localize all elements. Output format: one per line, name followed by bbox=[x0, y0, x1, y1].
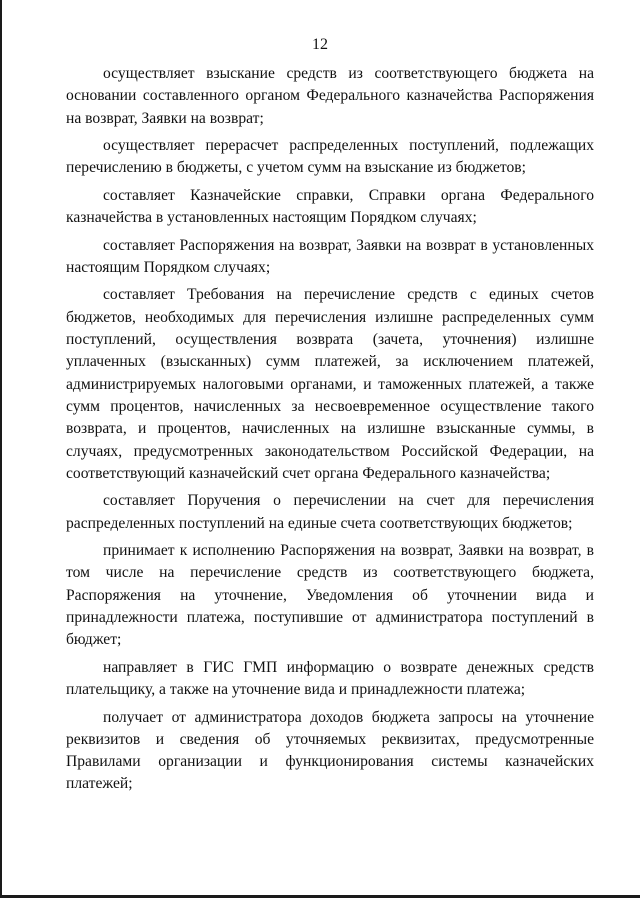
paragraph-2: осуществляет перерасчет распределенных поступлений, подлежащих перечислению в бюджеты, с учетом сумм на взыскание из бюджетов; bbox=[66, 137, 594, 177]
paragraph-9: получает от администратора доходов бюджета запросы на уточнение реквизитов и сведения об уточняемых реквизитах, предусмотренные Правилами организации и функционирования системы казначейских платежей; bbox=[66, 708, 594, 793]
paragraph-1: осуществляет взыскание средств из соответствующего бюджета на основании составленного органом Федерального казначейства Распоряжения на возврат, Заявки на возврат; bbox=[66, 65, 594, 127]
paragraph-8: направляет в ГИС ГМП информацию о возврате денежных средств плательщику, а также на уточнение вида и принадлежности платежа; bbox=[66, 658, 594, 699]
paragraph-5: составляет Требования на перечисление средств с единых счетов бюджетов, необходимых для перечисления излишне распределенных сумм поступлений, осуществления возврата (зачета, уточнения) излишне уплаченных (взысканных) сумм платежей, за исключением платежей, администрируемых налоговыми органами, и таможенных платежей, а также сумм процентов, начисленных за несвоевременное осуществление такого возврата, и процентов, начисленных на излишне взысканные суммы, в случаях, предусмотренных законодательством Российской Федерации, на соответствующий казначейский счет органа Федерального казначейства; bbox=[66, 286, 594, 482]
paragraph-6: составляет Поручения о перечислении на счет для перечисления распределенных поступлений на единые счета соответствующих бюджетов; bbox=[66, 492, 594, 532]
paragraph-4: составляет Распоряжения на возврат, Заявки на возврат в установленных настоящим Порядком случаях; bbox=[66, 236, 594, 276]
scan-left-edge bbox=[0, 0, 2, 898]
paragraph-7: принимает к исполнению Распоряжения на возврат, Заявки на возврат, в том числе на перечисление средств из соответствующего бюджета, Распоряжения на уточнение, Уведомления об уточнении вида и принадлежности платежа, поступившие от администратора поступлений в бюджет; bbox=[66, 542, 594, 649]
document-body bbox=[66, 63, 594, 801]
paragraph-3: составляет Казначейские справки, Справки органа Федерального казначейства в установленных настоящим Порядком случаях; bbox=[66, 186, 594, 227]
page-number: 12 bbox=[312, 36, 328, 53]
